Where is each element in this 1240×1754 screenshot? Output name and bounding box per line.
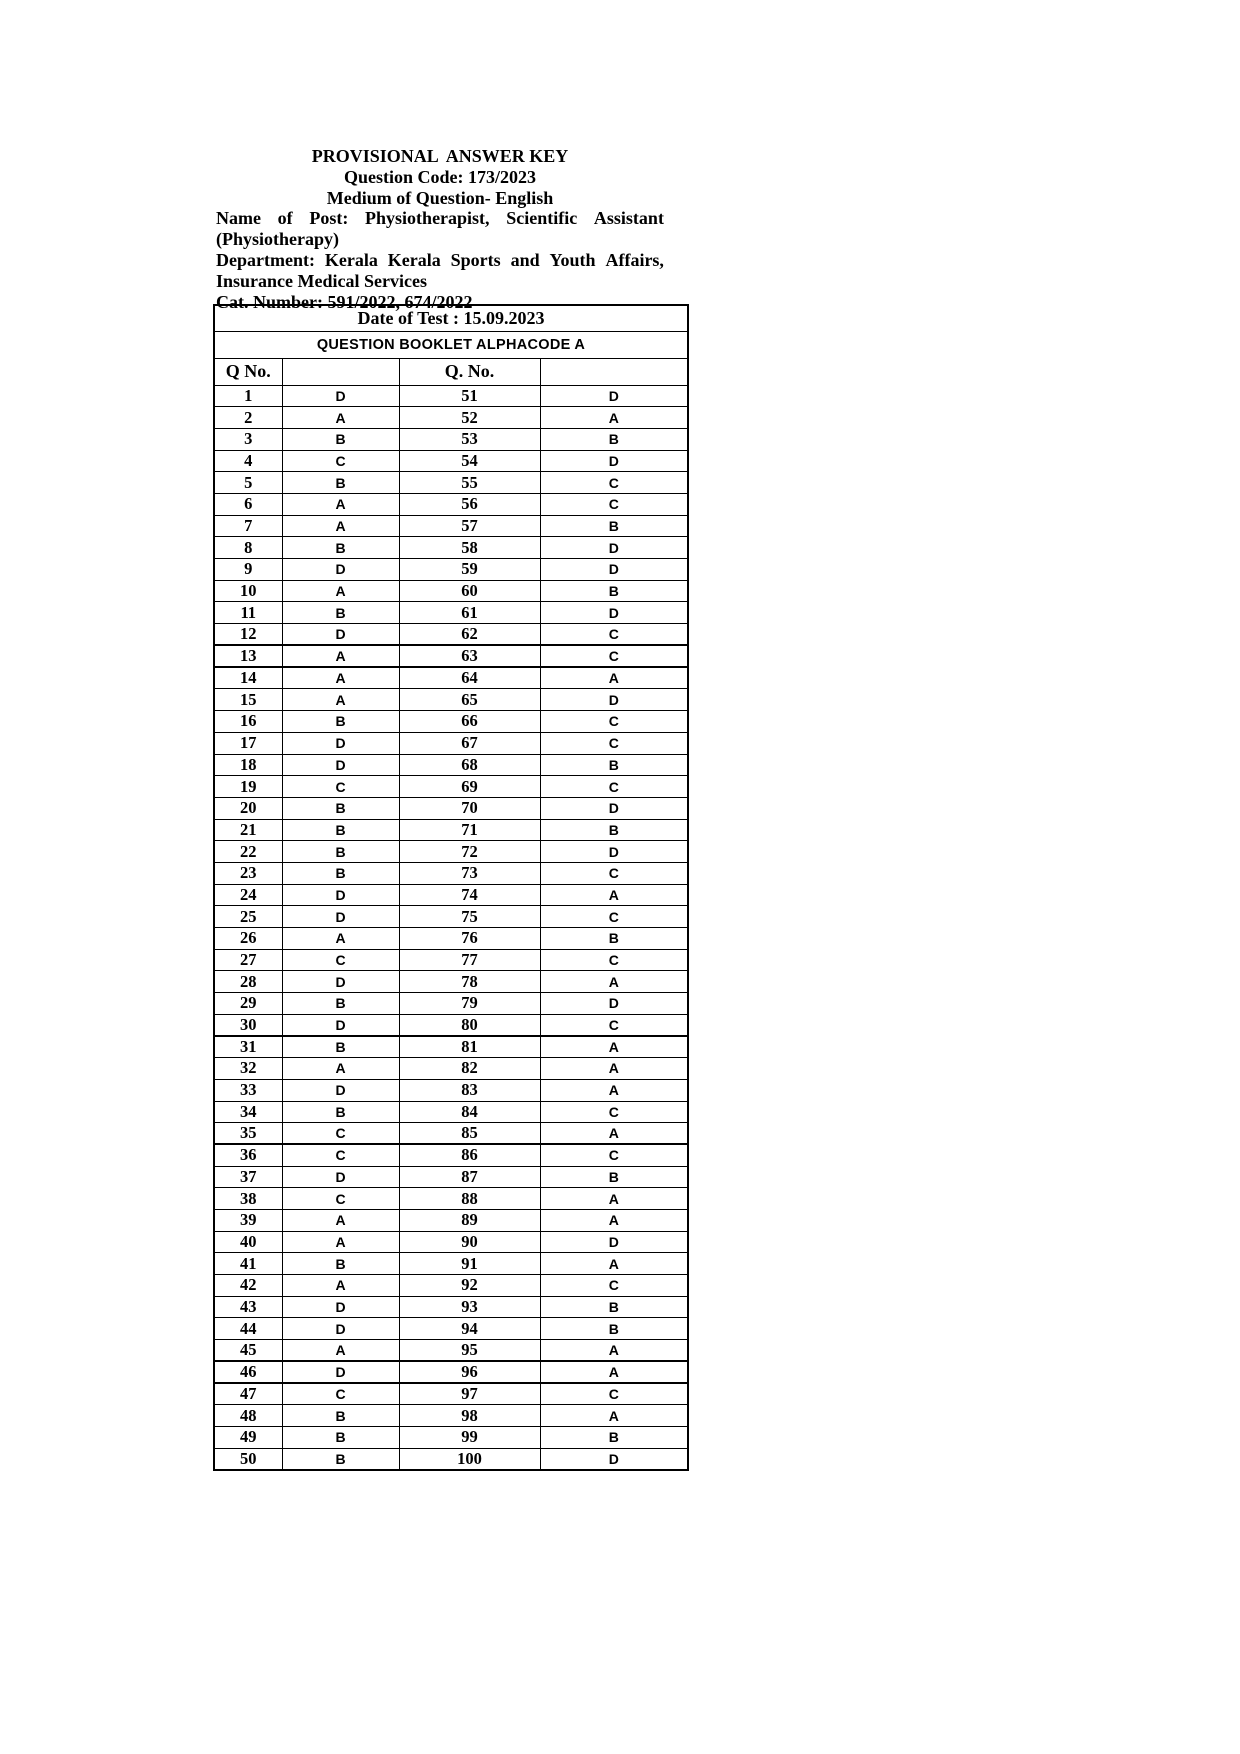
answer-cell: D xyxy=(540,689,688,711)
table-row xyxy=(214,949,688,971)
table-row xyxy=(214,776,688,798)
answer-cell: B xyxy=(282,602,399,624)
table-row xyxy=(214,1318,688,1340)
table-row xyxy=(214,993,688,1015)
answer-cell: C xyxy=(540,1383,688,1405)
table-row xyxy=(214,1123,688,1145)
answer-cell: B xyxy=(282,862,399,884)
question-number-cell: 29 xyxy=(214,993,282,1015)
answer-cell: A xyxy=(282,1340,399,1362)
question-number-cell: 44 xyxy=(214,1318,282,1340)
question-number-cell: 53 xyxy=(399,428,540,450)
question-number-cell: 90 xyxy=(399,1231,540,1253)
question-number-cell: 38 xyxy=(214,1188,282,1210)
question-number-cell: 47 xyxy=(214,1383,282,1405)
question-number-cell: 100 xyxy=(399,1448,540,1470)
answer-cell: D xyxy=(282,971,399,993)
department-line-1: Department: Kerala Kerala Sports and Youth Affairs, xyxy=(216,249,664,270)
answer-cell: C xyxy=(282,1383,399,1405)
question-number-cell: 49 xyxy=(214,1427,282,1449)
answer-cell: B xyxy=(282,1101,399,1123)
question-number-cell: 72 xyxy=(399,841,540,863)
column-header-row xyxy=(214,358,688,385)
answer-header-cell-left xyxy=(282,358,399,385)
answer-cell: A xyxy=(540,1123,688,1145)
answer-cell: C xyxy=(540,1144,688,1166)
answer-cell: B xyxy=(282,537,399,559)
date-of-test-cell: Date of Test : 15.09.2023 xyxy=(214,305,688,331)
answer-cell: B xyxy=(540,928,688,950)
answer-cell: A xyxy=(540,971,688,993)
answer-cell: B xyxy=(540,1296,688,1318)
table-row xyxy=(214,624,688,646)
answer-cell: D xyxy=(282,732,399,754)
question-number-cell: 30 xyxy=(214,1014,282,1036)
table-row xyxy=(214,1361,688,1383)
question-number-cell: 67 xyxy=(399,732,540,754)
table-row xyxy=(214,1144,688,1166)
department-line-2: Insurance Medical Services xyxy=(216,270,427,291)
question-number-cell: 88 xyxy=(399,1188,540,1210)
table-row xyxy=(214,407,688,429)
answer-cell: D xyxy=(540,559,688,581)
table-row xyxy=(214,1036,688,1058)
table-row xyxy=(214,450,688,472)
table-row xyxy=(214,906,688,928)
table-row xyxy=(214,862,688,884)
question-number-cell: 58 xyxy=(399,537,540,559)
answer-cell: B xyxy=(540,515,688,537)
answer-cell: C xyxy=(540,949,688,971)
table-row xyxy=(214,1209,688,1231)
question-number-cell: 11 xyxy=(214,602,282,624)
answer-cell: B xyxy=(282,1427,399,1449)
table-row xyxy=(214,472,688,494)
table-row xyxy=(214,928,688,950)
answer-cell: C xyxy=(282,1188,399,1210)
answer-cell: B xyxy=(540,1318,688,1340)
question-number-cell: 75 xyxy=(399,906,540,928)
question-number-cell: 2 xyxy=(214,407,282,429)
question-number-cell: 89 xyxy=(399,1209,540,1231)
question-number-cell: 45 xyxy=(214,1340,282,1362)
question-number-cell: 69 xyxy=(399,776,540,798)
question-number-cell: 19 xyxy=(214,776,282,798)
answer-cell: A xyxy=(282,928,399,950)
question-number-cell: 3 xyxy=(214,428,282,450)
question-number-cell: 56 xyxy=(399,493,540,515)
table-row xyxy=(214,1058,688,1080)
medium-line: Medium of Question- English xyxy=(326,187,554,208)
answer-cell: B xyxy=(282,797,399,819)
table-row xyxy=(214,1166,688,1188)
answer-cell: A xyxy=(540,1253,688,1275)
date-of-test-row xyxy=(214,305,688,331)
question-number-cell: 70 xyxy=(399,797,540,819)
question-number-cell: 39 xyxy=(214,1209,282,1231)
answer-cell: A xyxy=(282,493,399,515)
question-number-cell: 13 xyxy=(214,645,282,667)
question-number-cell: 74 xyxy=(399,884,540,906)
question-number-cell: 5 xyxy=(214,472,282,494)
question-number-cell: 66 xyxy=(399,711,540,733)
answer-cell: B xyxy=(282,993,399,1015)
booklet-alphacode-cell: QUESTION BOOKLET ALPHACODE A xyxy=(214,331,688,358)
answer-cell: B xyxy=(282,428,399,450)
answer-cell: D xyxy=(282,1296,399,1318)
answer-cell: A xyxy=(282,1231,399,1253)
answer-cell: B xyxy=(540,754,688,776)
answer-cell: D xyxy=(282,1079,399,1101)
table-row xyxy=(214,1079,688,1101)
question-number-cell: 32 xyxy=(214,1058,282,1080)
question-number-cell: 61 xyxy=(399,602,540,624)
answer-cell: B xyxy=(282,1036,399,1058)
answer-cell: A xyxy=(282,580,399,602)
question-number-cell: 93 xyxy=(399,1296,540,1318)
question-number-cell: 28 xyxy=(214,971,282,993)
question-number-cell: 18 xyxy=(214,754,282,776)
question-number-cell: 43 xyxy=(214,1296,282,1318)
answer-cell: A xyxy=(282,1209,399,1231)
question-number-cell: 10 xyxy=(214,580,282,602)
question-number-cell: 22 xyxy=(214,841,282,863)
answer-cell: C xyxy=(282,949,399,971)
answer-cell: D xyxy=(540,450,688,472)
answer-cell: D xyxy=(540,797,688,819)
answer-cell: C xyxy=(540,776,688,798)
qno-header-cell-right: Q. No. xyxy=(399,358,540,385)
table-row xyxy=(214,428,688,450)
question-code-line: Question Code: 173/2023 xyxy=(343,166,536,187)
answer-cell: C xyxy=(540,1101,688,1123)
question-number-cell: 77 xyxy=(399,949,540,971)
table-row xyxy=(214,797,688,819)
question-number-cell: 40 xyxy=(214,1231,282,1253)
question-number-cell: 21 xyxy=(214,819,282,841)
answer-cell: A xyxy=(540,667,688,689)
question-number-cell: 95 xyxy=(399,1340,540,1362)
answer-cell: B xyxy=(282,1253,399,1275)
answer-cell: B xyxy=(540,819,688,841)
question-number-cell: 78 xyxy=(399,971,540,993)
answer-cell: B xyxy=(282,1448,399,1470)
question-number-cell: 31 xyxy=(214,1036,282,1058)
table-row xyxy=(214,1296,688,1318)
answer-cell: C xyxy=(540,472,688,494)
answer-cell: A xyxy=(540,1036,688,1058)
answer-cell: A xyxy=(282,515,399,537)
table-row xyxy=(214,580,688,602)
answer-cell: D xyxy=(540,602,688,624)
answer-cell: A xyxy=(282,689,399,711)
answer-cell: D xyxy=(282,559,399,581)
table-row xyxy=(214,841,688,863)
question-number-cell: 64 xyxy=(399,667,540,689)
answer-cell: B xyxy=(540,1166,688,1188)
answer-cell: A xyxy=(540,1209,688,1231)
answer-cell: D xyxy=(282,1361,399,1383)
answer-cell: B xyxy=(282,841,399,863)
question-number-cell: 63 xyxy=(399,645,540,667)
answer-cell: A xyxy=(540,1079,688,1101)
answer-cell: B xyxy=(540,580,688,602)
table-row xyxy=(214,1101,688,1123)
table-row xyxy=(214,602,688,624)
question-number-cell: 81 xyxy=(399,1036,540,1058)
question-number-cell: 59 xyxy=(399,559,540,581)
answer-cell: C xyxy=(540,711,688,733)
answer-cell: C xyxy=(540,645,688,667)
question-number-cell: 82 xyxy=(399,1058,540,1080)
table-row xyxy=(214,884,688,906)
answer-cell: C xyxy=(540,906,688,928)
table-row xyxy=(214,819,688,841)
question-number-cell: 65 xyxy=(399,689,540,711)
question-number-cell: 37 xyxy=(214,1166,282,1188)
answer-cell: C xyxy=(540,862,688,884)
answer-cell: B xyxy=(282,1405,399,1427)
question-number-cell: 86 xyxy=(399,1144,540,1166)
answer-cell: A xyxy=(282,645,399,667)
answer-cell: C xyxy=(540,493,688,515)
table-row xyxy=(214,645,688,667)
question-number-cell: 46 xyxy=(214,1361,282,1383)
question-number-cell: 50 xyxy=(214,1448,282,1470)
post-name-line-2: (Physiotherapy) xyxy=(216,229,339,250)
question-number-cell: 83 xyxy=(399,1079,540,1101)
question-number-cell: 99 xyxy=(399,1427,540,1449)
answer-cell: C xyxy=(540,1014,688,1036)
answer-cell: D xyxy=(282,1318,399,1340)
doc-title: PROVISIONAL ANSWER KEY xyxy=(311,146,569,166)
table-row xyxy=(214,711,688,733)
question-number-cell: 15 xyxy=(214,689,282,711)
answer-cell: A xyxy=(282,667,399,689)
answer-cell: D xyxy=(282,1014,399,1036)
question-number-cell: 54 xyxy=(399,450,540,472)
question-number-cell: 73 xyxy=(399,862,540,884)
qno-header-cell-left: Q No. xyxy=(214,358,282,385)
answer-cell: A xyxy=(540,884,688,906)
table-row xyxy=(214,1383,688,1405)
question-number-cell: 96 xyxy=(399,1361,540,1383)
answer-cell: D xyxy=(540,385,688,407)
question-number-cell: 94 xyxy=(399,1318,540,1340)
question-number-cell: 8 xyxy=(214,537,282,559)
question-number-cell: 35 xyxy=(214,1123,282,1145)
table-row xyxy=(214,754,688,776)
cat-number-line: Cat. Number: 591/2022, 674/2022 xyxy=(216,291,473,312)
answer-cell: C xyxy=(282,776,399,798)
question-number-cell: 79 xyxy=(399,993,540,1015)
answer-cell: A xyxy=(540,407,688,429)
question-number-cell: 27 xyxy=(214,949,282,971)
answer-cell: D xyxy=(540,1231,688,1253)
question-number-cell: 1 xyxy=(214,385,282,407)
question-number-cell: 16 xyxy=(214,711,282,733)
post-name-line-1: Name of Post: Physiotherapist, Scientific Assistant xyxy=(216,208,664,229)
answer-cell: A xyxy=(282,1058,399,1080)
question-number-cell: 23 xyxy=(214,862,282,884)
answer-cell: D xyxy=(282,385,399,407)
question-number-cell: 51 xyxy=(399,385,540,407)
answer-cell: C xyxy=(540,732,688,754)
question-number-cell: 12 xyxy=(214,624,282,646)
question-number-cell: 91 xyxy=(399,1253,540,1275)
document-header xyxy=(216,146,664,312)
question-number-cell: 62 xyxy=(399,624,540,646)
question-number-cell: 4 xyxy=(214,450,282,472)
question-number-cell: 48 xyxy=(214,1405,282,1427)
answer-rows xyxy=(214,385,688,1470)
answer-cell: A xyxy=(540,1058,688,1080)
question-number-cell: 9 xyxy=(214,559,282,581)
table-row xyxy=(214,1405,688,1427)
question-number-cell: 24 xyxy=(214,884,282,906)
answer-cell: D xyxy=(282,754,399,776)
answer-cell: D xyxy=(540,993,688,1015)
question-number-cell: 92 xyxy=(399,1275,540,1297)
table-row xyxy=(214,971,688,993)
table-row xyxy=(214,1188,688,1210)
question-number-cell: 85 xyxy=(399,1123,540,1145)
question-number-cell: 34 xyxy=(214,1101,282,1123)
question-number-cell: 6 xyxy=(214,493,282,515)
answer-cell: A xyxy=(540,1361,688,1383)
question-number-cell: 26 xyxy=(214,928,282,950)
table-row xyxy=(214,1231,688,1253)
question-number-cell: 14 xyxy=(214,667,282,689)
answer-cell: A xyxy=(282,407,399,429)
answer-cell: D xyxy=(282,624,399,646)
answer-cell: A xyxy=(540,1405,688,1427)
table-row xyxy=(214,1275,688,1297)
answer-cell: C xyxy=(282,1123,399,1145)
table-row xyxy=(214,1448,688,1470)
table-row xyxy=(214,385,688,407)
question-number-cell: 80 xyxy=(399,1014,540,1036)
answer-cell: D xyxy=(282,884,399,906)
answer-cell: C xyxy=(540,624,688,646)
table-row xyxy=(214,1253,688,1275)
question-number-cell: 25 xyxy=(214,906,282,928)
question-number-cell: 41 xyxy=(214,1253,282,1275)
table-row xyxy=(214,1340,688,1362)
question-number-cell: 97 xyxy=(399,1383,540,1405)
table-row xyxy=(214,667,688,689)
answer-key-table xyxy=(213,304,689,1471)
question-number-cell: 36 xyxy=(214,1144,282,1166)
table-row xyxy=(214,689,688,711)
answer-cell: B xyxy=(540,1427,688,1449)
table-row xyxy=(214,559,688,581)
question-number-cell: 68 xyxy=(399,754,540,776)
answer-cell: B xyxy=(282,819,399,841)
table-row xyxy=(214,1427,688,1449)
booklet-alphacode-row xyxy=(214,331,688,358)
answer-cell: B xyxy=(282,472,399,494)
question-number-cell: 57 xyxy=(399,515,540,537)
question-number-cell: 98 xyxy=(399,1405,540,1427)
question-number-cell: 17 xyxy=(214,732,282,754)
table-row xyxy=(214,1014,688,1036)
table-row xyxy=(214,537,688,559)
answer-cell: A xyxy=(540,1188,688,1210)
answer-cell: A xyxy=(540,1340,688,1362)
answer-cell: D xyxy=(540,841,688,863)
question-number-cell: 55 xyxy=(399,472,540,494)
question-number-cell: 60 xyxy=(399,580,540,602)
answer-cell: C xyxy=(540,1275,688,1297)
question-number-cell: 42 xyxy=(214,1275,282,1297)
answer-cell: D xyxy=(540,537,688,559)
question-number-cell: 7 xyxy=(214,515,282,537)
question-number-cell: 52 xyxy=(399,407,540,429)
answer-cell: C xyxy=(282,450,399,472)
question-number-cell: 20 xyxy=(214,797,282,819)
table-row xyxy=(214,732,688,754)
answer-cell: A xyxy=(282,1275,399,1297)
answer-cell: B xyxy=(540,428,688,450)
answer-header-cell-right xyxy=(540,358,688,385)
question-number-cell: 87 xyxy=(399,1166,540,1188)
table-row xyxy=(214,515,688,537)
answer-cell: D xyxy=(282,1166,399,1188)
question-number-cell: 33 xyxy=(214,1079,282,1101)
question-number-cell: 76 xyxy=(399,928,540,950)
answer-cell: B xyxy=(282,711,399,733)
table-row xyxy=(214,493,688,515)
answer-cell: D xyxy=(282,906,399,928)
question-number-cell: 84 xyxy=(399,1101,540,1123)
question-number-cell: 71 xyxy=(399,819,540,841)
answer-cell: C xyxy=(282,1144,399,1166)
answer-cell: D xyxy=(540,1448,688,1470)
